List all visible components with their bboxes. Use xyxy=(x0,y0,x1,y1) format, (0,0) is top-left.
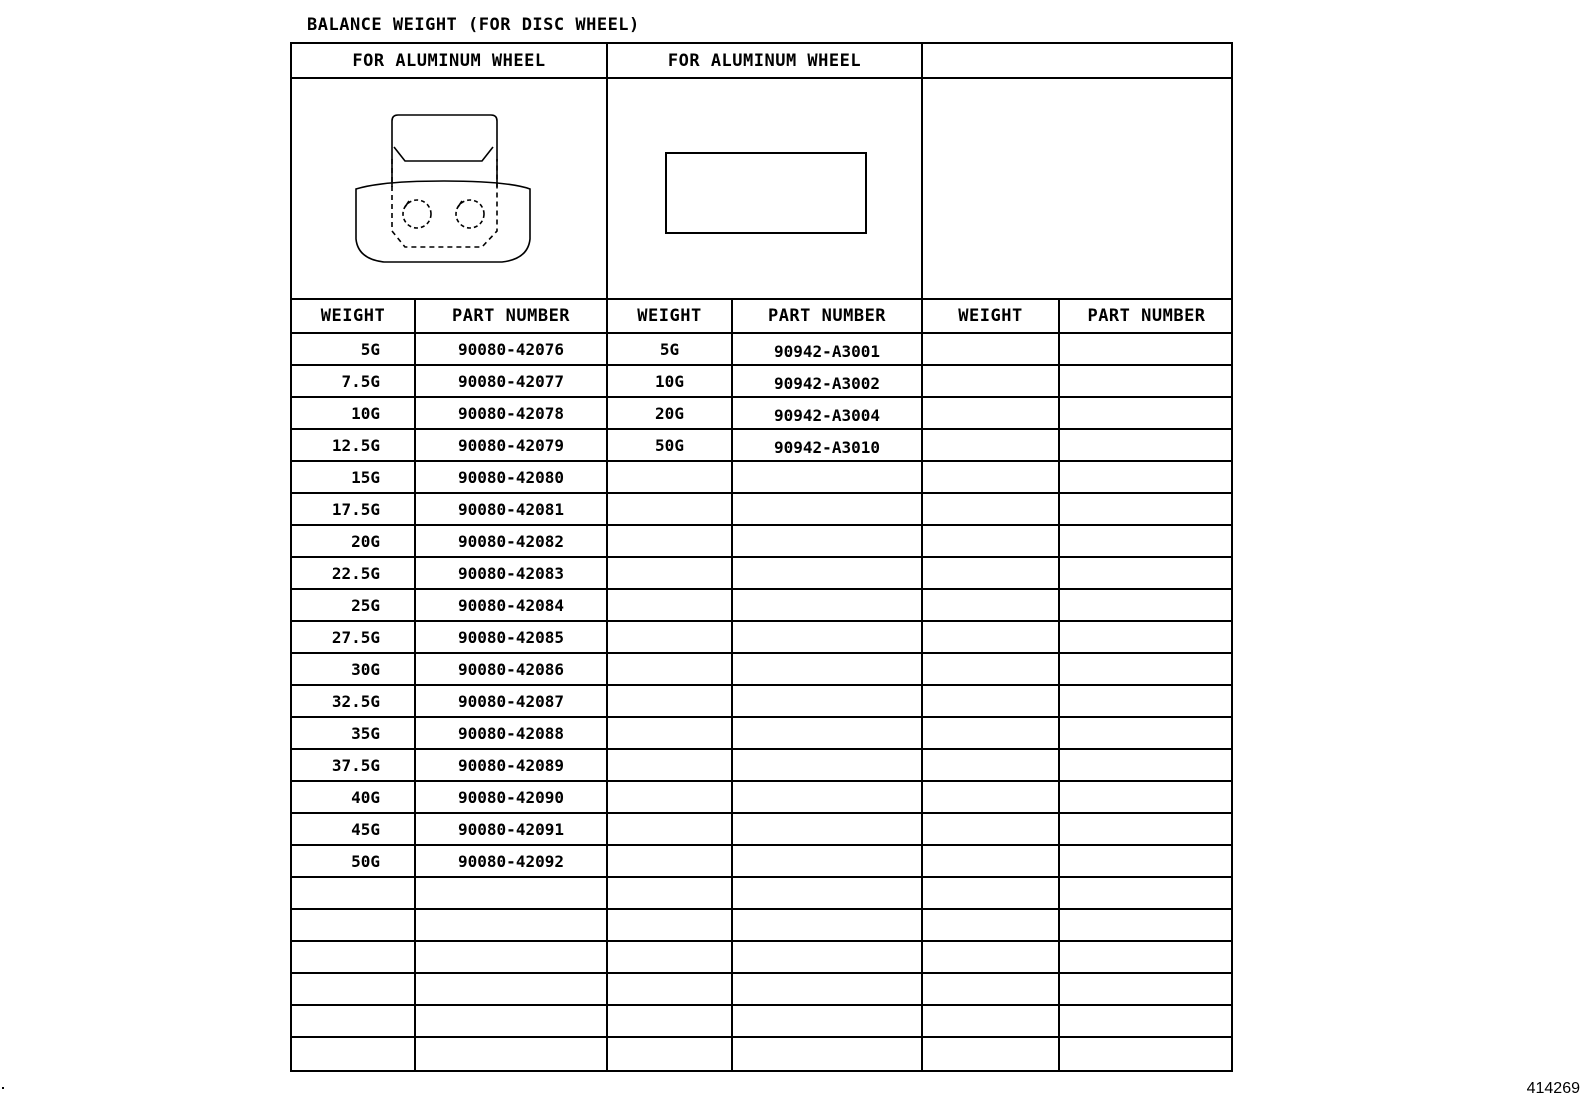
empty-illustration xyxy=(923,79,1233,299)
part-number-cell: 90080-42089 xyxy=(458,755,564,775)
part-number-column-header: PART NUMBER xyxy=(451,306,571,326)
part-number-cell: 90080-42086 xyxy=(458,659,564,679)
weight-column-header: WEIGHT xyxy=(958,306,1023,326)
part-number-cell: 90942-A3002 xyxy=(774,373,880,393)
part-number-column-header: PART NUMBER xyxy=(767,306,887,326)
part-number-cell: 90080-42087 xyxy=(458,691,564,711)
weight-cell: 15G xyxy=(351,467,380,487)
part-number-cell: 90080-42084 xyxy=(458,595,564,615)
weight-cell: 20G xyxy=(351,531,380,551)
weight-cell: 45G xyxy=(351,819,380,839)
weight-cell: 17.5G xyxy=(331,499,380,519)
section-heading-2: FOR ALUMINUM WHEEL xyxy=(667,51,862,71)
row-divider xyxy=(292,908,1231,910)
part-number-cell: 90080-42083 xyxy=(458,563,564,583)
part-number-cell: 90942-A3004 xyxy=(774,405,880,425)
weight-cell: 20G xyxy=(655,403,684,423)
adhesive-weight-illustration xyxy=(608,79,921,299)
part-number-cell: 90080-42085 xyxy=(458,627,564,647)
weight-cell: 25G xyxy=(351,595,380,615)
weight-cell: 7.5G xyxy=(341,371,380,391)
part-number-cell: 90080-42081 xyxy=(458,499,564,519)
part-number-cell: 90080-42091 xyxy=(458,819,564,839)
part-number-cell: 90080-42088 xyxy=(458,723,564,743)
row-divider xyxy=(292,1004,1231,1006)
row-divider xyxy=(292,940,1231,942)
part-number-cell: 90080-42082 xyxy=(458,531,564,551)
weight-cell: 5G xyxy=(659,339,680,359)
row-divider xyxy=(292,972,1231,974)
page-title: BALANCE WEIGHT (FOR DISC WHEEL) xyxy=(307,15,640,35)
section-heading-3 xyxy=(923,44,1233,78)
weight-cell: 30G xyxy=(351,659,380,679)
row-divider xyxy=(292,1036,1231,1038)
weight-cell: 10G xyxy=(655,371,684,391)
part-number-cell: 90080-42090 xyxy=(458,787,564,807)
section-heading-1: FOR ALUMINUM WHEEL xyxy=(352,51,546,71)
weight-cell: 37.5G xyxy=(331,755,380,775)
part-number-cell: 90080-42077 xyxy=(458,371,564,391)
weight-cell: 5G xyxy=(360,339,380,359)
part-number-cell: 90080-42079 xyxy=(458,435,564,455)
clip-on-weight-illustration xyxy=(292,79,606,299)
part-number-cell: 90080-42080 xyxy=(458,467,564,487)
weight-cell: 50G xyxy=(655,435,684,455)
part-number-column-header: PART NUMBER xyxy=(1087,306,1206,326)
part-number-cell: 90080-42078 xyxy=(458,403,564,423)
weight-column-header: WEIGHT xyxy=(320,306,386,326)
margin-mark xyxy=(2,1087,4,1089)
weight-column-header: WEIGHT xyxy=(637,306,702,326)
reference-number: 414269 xyxy=(1526,1080,1580,1097)
weight-cell: 32.5G xyxy=(331,691,380,711)
part-number-cell: 90942-A3010 xyxy=(774,437,880,457)
balance-weight-table xyxy=(290,42,1233,1072)
part-number-cell: 90942-A3001 xyxy=(774,341,880,361)
weight-cell: 10G xyxy=(351,403,380,423)
part-number-cell: 90080-42092 xyxy=(458,851,564,871)
weight-cell: 35G xyxy=(351,723,380,743)
weight-cell: 22.5G xyxy=(331,563,380,583)
part-number-cell: 90080-42076 xyxy=(458,339,564,359)
weight-cell: 27.5G xyxy=(331,627,380,647)
weight-cell: 40G xyxy=(351,787,380,807)
weight-cell: 12.5G xyxy=(331,435,380,455)
weight-cell: 50G xyxy=(351,851,380,871)
